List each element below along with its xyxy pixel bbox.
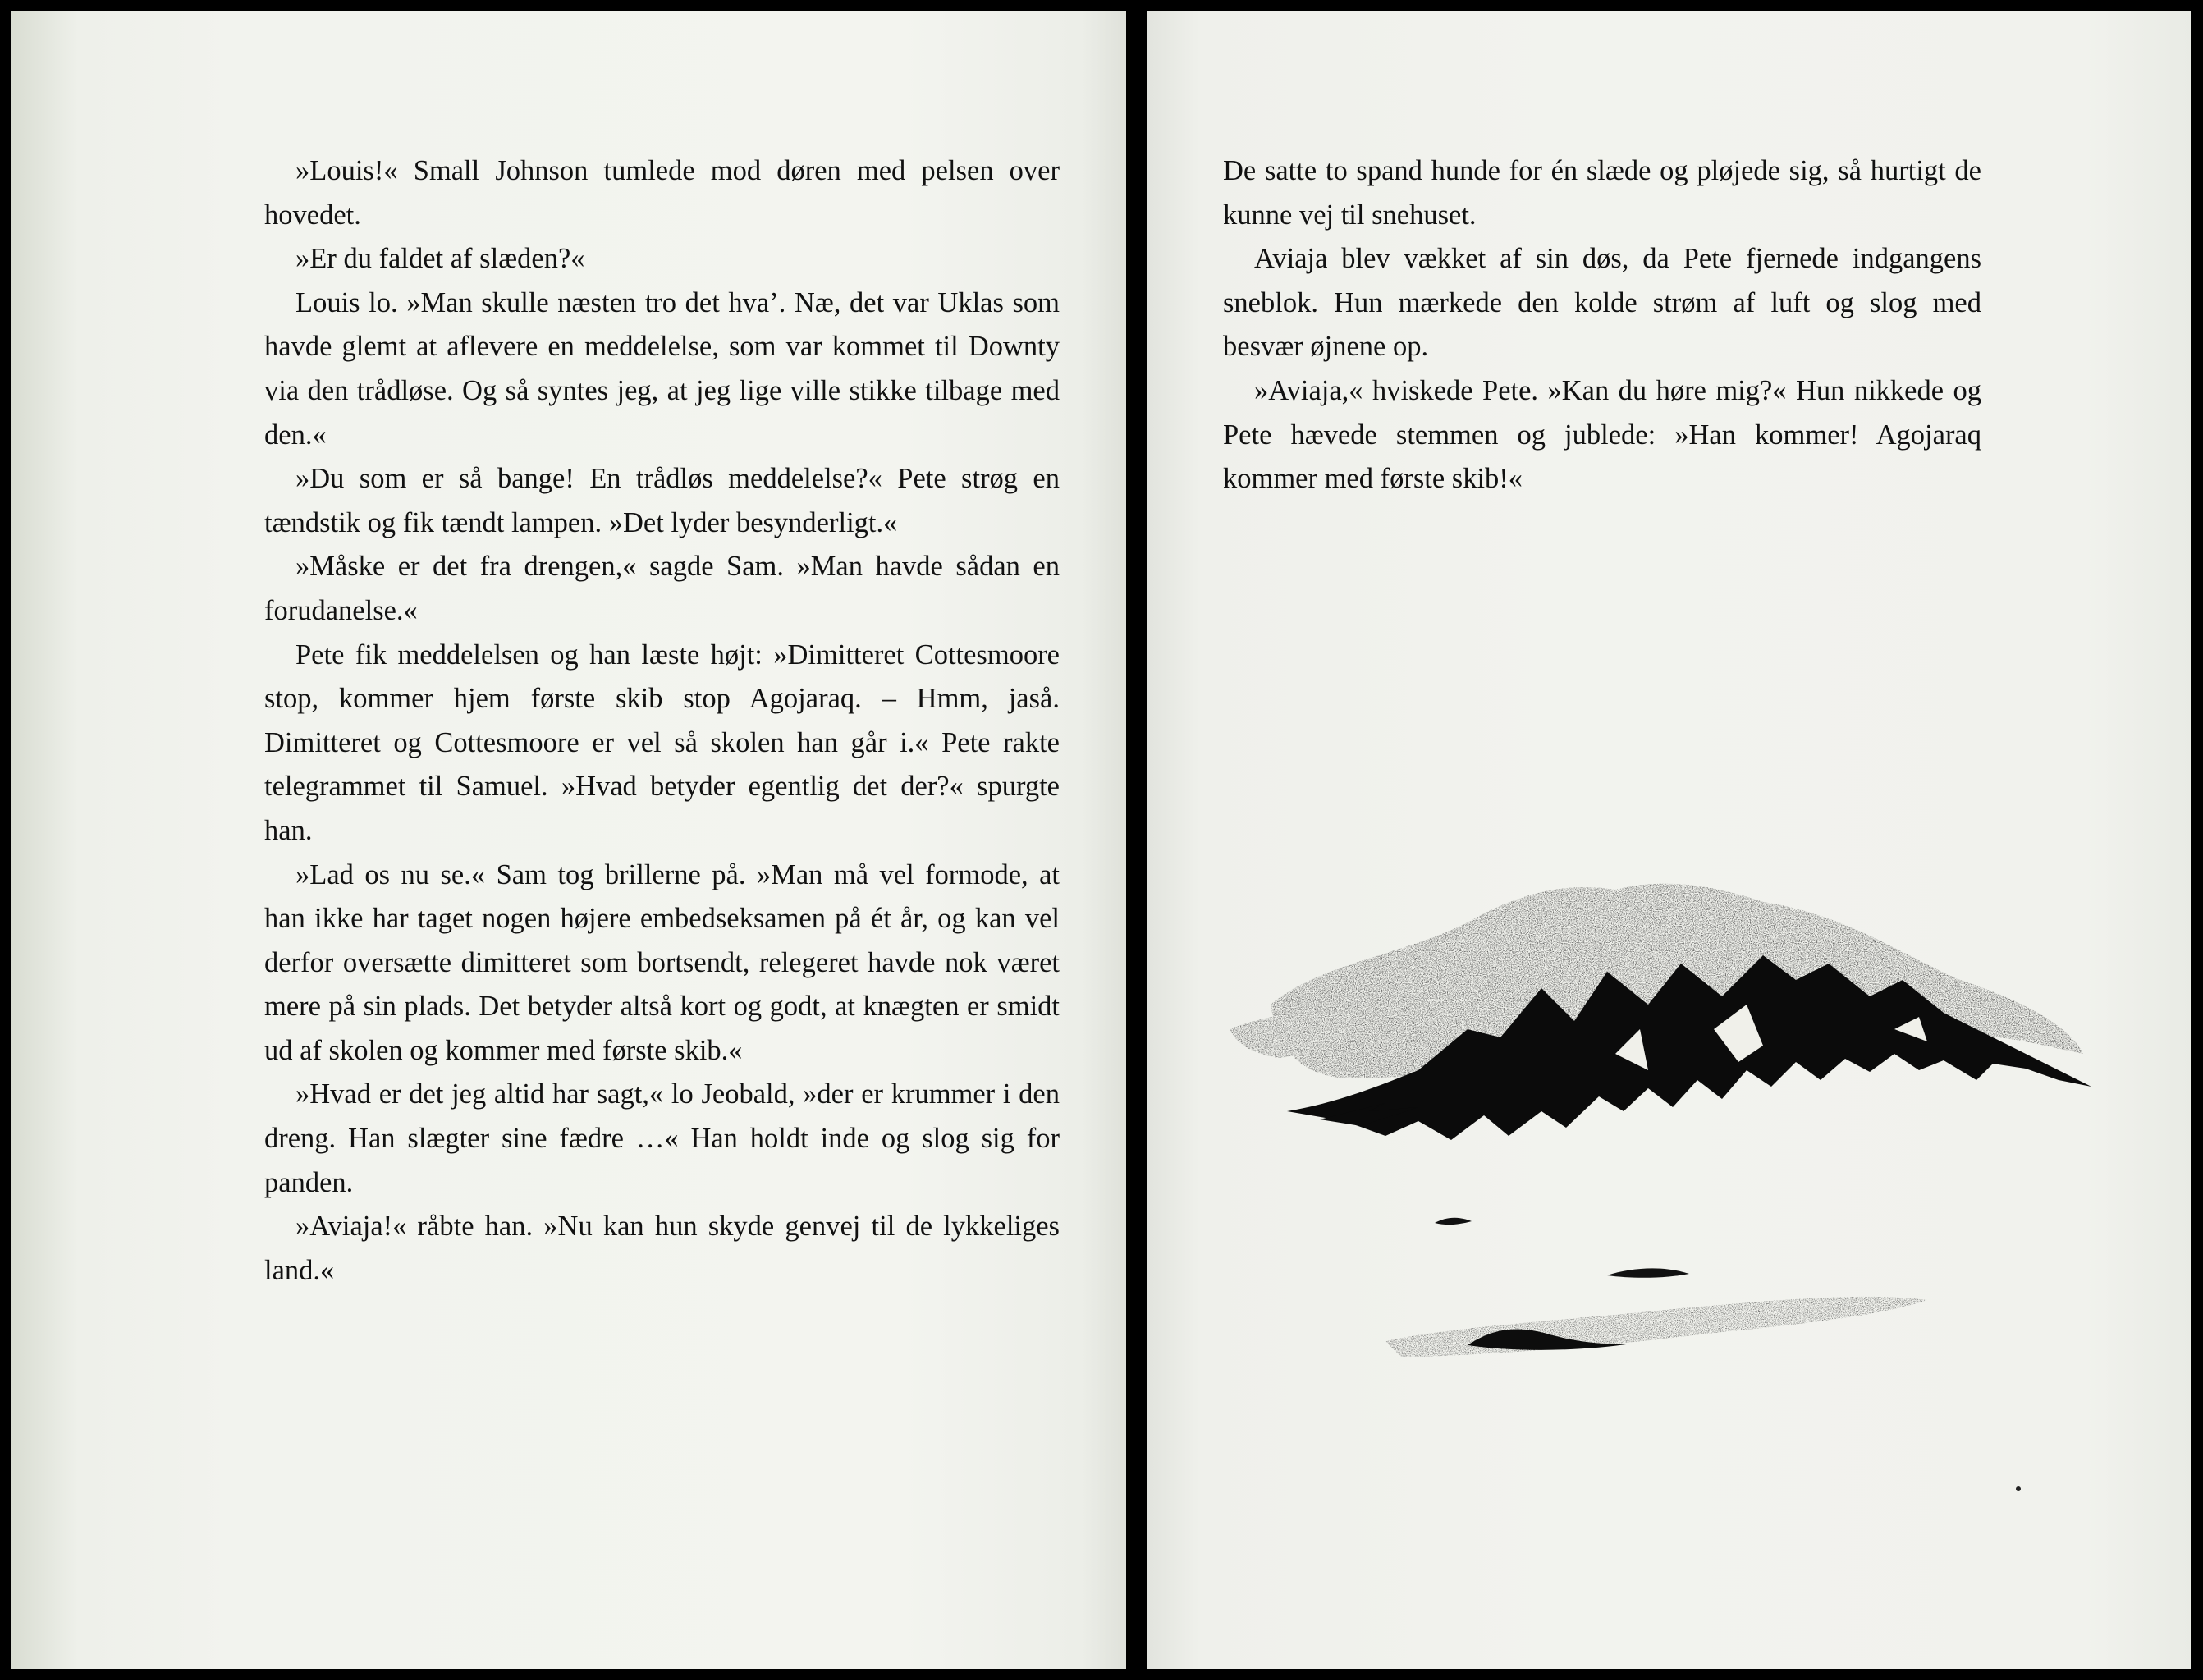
paragraph: »Måske er det fra drengen,« sagde Sam. »Man havde sådan en forudanelse.« [264, 551, 1060, 626]
paper-speck [2016, 1486, 2021, 1491]
paragraph: »Du som er så bange! En trådløs meddelelse?« Pete strøg en tændstik og fik tændt lampen. »Det lyder besynderligt.« [264, 463, 1060, 538]
paragraph: »Lad os nu se.« Sam tog brillerne på. »Man må vel formode, at han ikke har taget nogen højere embedseksamen på ét år, og kan vel derfor oversætte dimitteret som bortsendt, relegeret havde nok været mere på sin plads. Det betyder altså kort og godt, at knægten er smidt ud af skolen og kommer med første skib.« [264, 858, 1060, 1066]
left-page-text [264, 149, 1060, 1293]
ice-floes [1385, 1218, 1927, 1357]
paragraph: Aviaja blev vækket af sin døs, da Pete fjernede indgangens sneblok. Hun mærkede den kolde strøm af luft og slog med besvær øjnene op. [1223, 243, 1981, 363]
paragraph: De satte to spand hunde for én slæde og pløjede sig, så hurtigt de kunne vej til snehuset. [1223, 155, 1981, 231]
right-page-text [1223, 149, 1981, 501]
left-page [11, 11, 1126, 1669]
paragraph: »Aviaja!« råbte han. »Nu kan hun skyde genvej til de lykkeliges land.« [264, 1211, 1060, 1286]
paragraph: »Louis!« Small Johnson tumlede mod døren med pelsen over hovedet. [264, 155, 1060, 231]
paragraph: »Er du faldet af slæden?« [295, 243, 585, 275]
paragraph: »Aviaja,« hviskede Pete. »Kan du høre mig?« Hun nikkede og Pete hævede stemmen og jublede: »Han kommer! Agojaraq kommer med første skib!« [1223, 374, 1981, 495]
paragraph: Louis lo. »Man skulle næsten tro det hva’. Næ, det var Uklas som havde glemt at aflevere en meddelelse, som var kommet til Downty via den trådløse. Og så syntes jeg, at jeg lige ville stikke tilbage med den.« [264, 286, 1060, 451]
mountain-illustration [1221, 865, 2157, 1407]
paragraph: »Hvad er det jeg altid har sagt,« lo Jeobald, »der er krummer i den dreng. Han slægter sine fædre …« Han holdt inde og slog sig for panden. [264, 1078, 1060, 1198]
paragraph: Pete fik meddelelsen og han læste højt: »Dimitteret Cottesmoore stop, kommer hjem første skib stop Agojaraq. – Hmm, jaså. Dimitteret og Cottesmoore er vel så skolen han går i.« Pete rakte telegrammet til Samuel. »Hvad betyder egentlig det der?« spurgte han. [264, 639, 1060, 846]
right-page [1147, 11, 2191, 1669]
